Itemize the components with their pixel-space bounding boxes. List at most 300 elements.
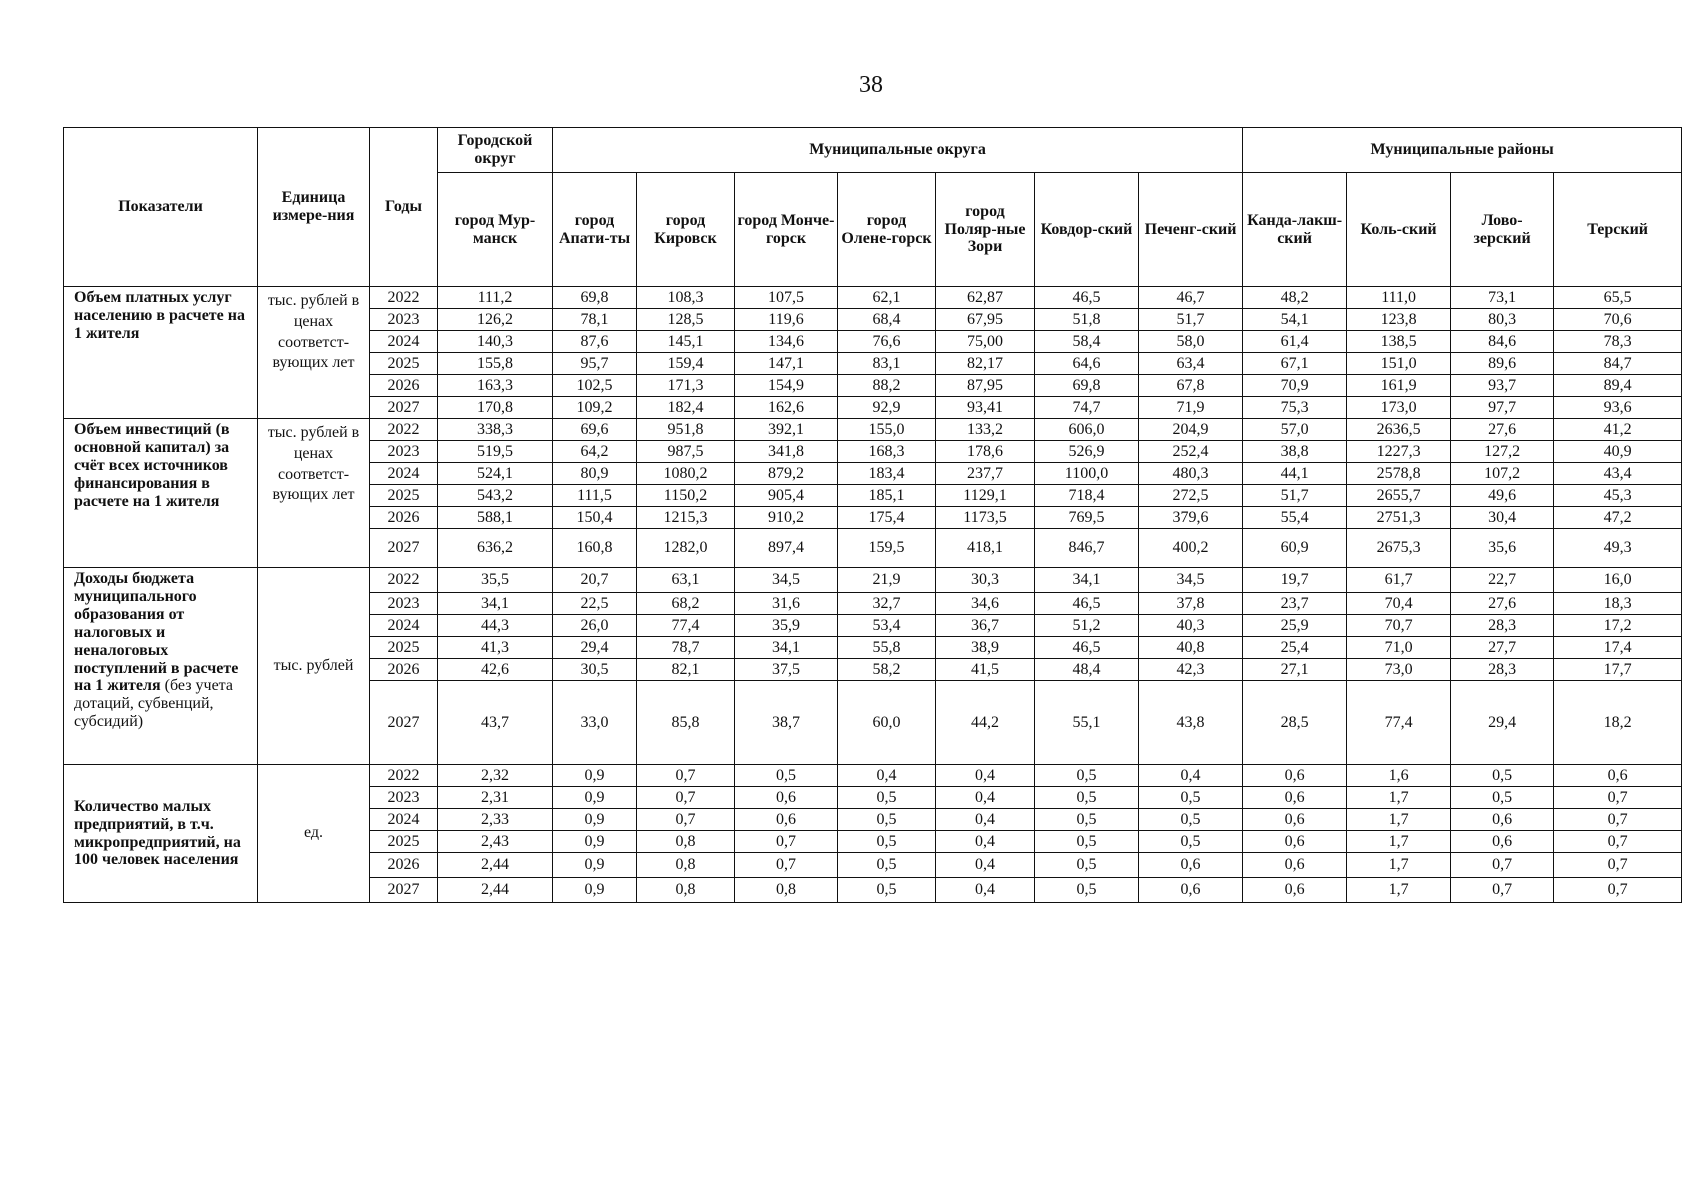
value-cell: 951,8	[637, 419, 735, 441]
value-cell: 74,7	[1035, 397, 1139, 419]
year-cell: 2027	[370, 878, 438, 903]
value-cell: 46,5	[1035, 593, 1139, 615]
year-cell: 2025	[370, 485, 438, 507]
value-cell: 1,7	[1347, 878, 1451, 903]
header-column: Лово-зерский	[1451, 173, 1554, 287]
value-cell: 82,17	[936, 353, 1035, 375]
value-cell: 0,5	[838, 878, 936, 903]
value-cell: 97,7	[1451, 397, 1554, 419]
indicator-label-main: Доходы бюджета муниципального образования от налоговых и неналоговых поступлений в расчете на 1 жителя	[74, 570, 239, 695]
value-cell: 55,4	[1243, 507, 1347, 529]
header-unit: Единица измере-ния	[258, 128, 370, 287]
value-cell: 155,8	[438, 353, 553, 375]
value-cell: 0,5	[1035, 809, 1139, 831]
value-cell: 76,6	[838, 331, 936, 353]
value-cell: 93,6	[1554, 397, 1682, 419]
value-cell: 63,1	[637, 568, 735, 593]
value-cell: 17,7	[1554, 659, 1682, 681]
value-cell: 0,7	[637, 809, 735, 831]
value-cell: 0,9	[553, 787, 637, 809]
value-cell: 60,0	[838, 681, 936, 765]
year-cell: 2022	[370, 568, 438, 593]
value-cell: 126,2	[438, 309, 553, 331]
value-cell: 77,4	[1347, 681, 1451, 765]
value-cell: 769,5	[1035, 507, 1139, 529]
value-cell: 17,4	[1554, 637, 1682, 659]
value-cell: 161,9	[1347, 375, 1451, 397]
value-cell: 27,1	[1243, 659, 1347, 681]
value-cell: 905,4	[735, 485, 838, 507]
value-cell: 28,5	[1243, 681, 1347, 765]
value-cell: 0,7	[1451, 853, 1554, 878]
value-cell: 0,7	[1554, 831, 1682, 853]
value-cell: 84,6	[1451, 331, 1554, 353]
value-cell: 718,4	[1035, 485, 1139, 507]
page-number: 38	[859, 72, 883, 98]
value-cell: 109,2	[553, 397, 637, 419]
value-cell: 21,9	[838, 568, 936, 593]
value-cell: 68,4	[838, 309, 936, 331]
header-group-municipal-districts: Муниципальные районы	[1243, 128, 1682, 173]
unit-label: тыс. рублей в ценах соответст-вующих лет	[258, 419, 370, 568]
indicator-label-note: (без учета дотаций, субвенций, субсидий)	[74, 677, 233, 731]
value-cell: 0,6	[1139, 853, 1243, 878]
value-cell: 34,1	[1035, 568, 1139, 593]
value-cell: 400,2	[1139, 529, 1243, 568]
header-column: город Мур-манск	[438, 173, 553, 287]
value-cell: 392,1	[735, 419, 838, 441]
value-cell: 18,2	[1554, 681, 1682, 765]
value-cell: 34,1	[438, 593, 553, 615]
value-cell: 0,5	[838, 831, 936, 853]
value-cell: 38,8	[1243, 441, 1347, 463]
value-cell: 0,4	[936, 853, 1035, 878]
value-cell: 159,4	[637, 353, 735, 375]
value-cell: 82,1	[637, 659, 735, 681]
value-cell: 0,6	[1243, 831, 1347, 853]
value-cell: 0,5	[838, 809, 936, 831]
value-cell: 0,7	[1554, 853, 1682, 878]
value-cell: 34,1	[735, 637, 838, 659]
value-cell: 154,9	[735, 375, 838, 397]
header-column: город Монче-горск	[735, 173, 838, 287]
year-cell: 2027	[370, 397, 438, 419]
value-cell: 1129,1	[936, 485, 1035, 507]
header-column: Ковдор-ский	[1035, 173, 1139, 287]
value-cell: 0,6	[1243, 853, 1347, 878]
value-cell: 30,4	[1451, 507, 1554, 529]
value-cell: 61,7	[1347, 568, 1451, 593]
value-cell: 119,6	[735, 309, 838, 331]
header-column: Коль-ский	[1347, 173, 1451, 287]
header-indicators: Показатели	[64, 128, 258, 287]
header-group-municipal-okrugs: Муниципальные округа	[553, 128, 1243, 173]
value-cell: 151,0	[1347, 353, 1451, 375]
value-cell: 2,33	[438, 809, 553, 831]
value-cell: 51,7	[1243, 485, 1347, 507]
value-cell: 0,5	[735, 765, 838, 787]
table-row	[64, 765, 1682, 787]
value-cell: 2,44	[438, 878, 553, 903]
value-cell: 51,2	[1035, 615, 1139, 637]
value-cell: 69,6	[553, 419, 637, 441]
value-cell: 0,6	[1451, 809, 1554, 831]
value-cell: 1,6	[1347, 765, 1451, 787]
value-cell: 0,6	[735, 787, 838, 809]
value-cell: 606,0	[1035, 419, 1139, 441]
value-cell: 0,5	[1451, 765, 1554, 787]
value-cell: 0,5	[1139, 831, 1243, 853]
value-cell: 0,5	[1035, 878, 1139, 903]
year-cell: 2027	[370, 529, 438, 568]
value-cell: 46,7	[1139, 287, 1243, 309]
value-cell: 26,0	[553, 615, 637, 637]
value-cell: 54,1	[1243, 309, 1347, 331]
value-cell: 0,5	[1451, 787, 1554, 809]
value-cell: 237,7	[936, 463, 1035, 485]
value-cell: 46,5	[1035, 637, 1139, 659]
value-cell: 55,8	[838, 637, 936, 659]
value-cell: 108,3	[637, 287, 735, 309]
value-cell: 80,3	[1451, 309, 1554, 331]
indicator-label: Количество малых предприятий, в т.ч. микропредприятий, на 100 человек населения	[64, 765, 258, 903]
value-cell: 1,7	[1347, 831, 1451, 853]
value-cell: 62,1	[838, 287, 936, 309]
value-cell: 20,7	[553, 568, 637, 593]
value-cell: 17,2	[1554, 615, 1682, 637]
value-cell: 28,3	[1451, 659, 1554, 681]
value-cell: 46,5	[1035, 287, 1139, 309]
header-column: город Поляр-ные Зори	[936, 173, 1035, 287]
value-cell: 170,8	[438, 397, 553, 419]
year-cell: 2024	[370, 331, 438, 353]
value-cell: 480,3	[1139, 463, 1243, 485]
value-cell: 185,1	[838, 485, 936, 507]
value-cell: 71,9	[1139, 397, 1243, 419]
value-cell: 40,8	[1139, 637, 1243, 659]
value-cell: 2636,5	[1347, 419, 1451, 441]
value-cell: 40,9	[1554, 441, 1682, 463]
value-cell: 70,6	[1554, 309, 1682, 331]
value-cell: 2578,8	[1347, 463, 1451, 485]
indicators-table-wrapper	[63, 127, 1681, 903]
value-cell: 2751,3	[1347, 507, 1451, 529]
value-cell: 2,44	[438, 853, 553, 878]
value-cell: 88,2	[838, 375, 936, 397]
indicator-label: Объем инвестиций (в основной капитал) за счёт всех источников финансирования в расчете на 1 жителя	[64, 419, 258, 568]
table-row	[64, 419, 1682, 441]
value-cell: 379,6	[1139, 507, 1243, 529]
value-cell: 73,0	[1347, 659, 1451, 681]
indicator-label: Объем платных услуг населению в расчете на 1 жителя	[64, 287, 258, 419]
value-cell: 0,8	[637, 878, 735, 903]
value-cell: 1100,0	[1035, 463, 1139, 485]
value-cell: 0,9	[553, 809, 637, 831]
indicators-table	[63, 127, 1682, 903]
value-cell: 910,2	[735, 507, 838, 529]
value-cell: 37,5	[735, 659, 838, 681]
year-cell: 2026	[370, 507, 438, 529]
value-cell: 1282,0	[637, 529, 735, 568]
value-cell: 107,5	[735, 287, 838, 309]
value-cell: 173,0	[1347, 397, 1451, 419]
value-cell: 0,4	[936, 809, 1035, 831]
value-cell: 138,5	[1347, 331, 1451, 353]
header-column: Терский	[1554, 173, 1682, 287]
value-cell: 0,6	[1243, 787, 1347, 809]
value-cell: 0,4	[1139, 765, 1243, 787]
value-cell: 0,9	[553, 878, 637, 903]
value-cell: 123,8	[1347, 309, 1451, 331]
value-cell: 75,3	[1243, 397, 1347, 419]
table-row	[64, 568, 1682, 593]
value-cell: 636,2	[438, 529, 553, 568]
value-cell: 44,3	[438, 615, 553, 637]
value-cell: 68,2	[637, 593, 735, 615]
value-cell: 133,2	[936, 419, 1035, 441]
value-cell: 34,5	[1139, 568, 1243, 593]
value-cell: 43,4	[1554, 463, 1682, 485]
header-column: город Кировск	[637, 173, 735, 287]
table-row	[64, 287, 1682, 309]
value-cell: 77,4	[637, 615, 735, 637]
value-cell: 0,7	[735, 831, 838, 853]
value-cell: 25,4	[1243, 637, 1347, 659]
value-cell: 150,4	[553, 507, 637, 529]
value-cell: 0,4	[936, 765, 1035, 787]
value-cell: 49,3	[1554, 529, 1682, 568]
header-column: город Апати-ты	[553, 173, 637, 287]
value-cell: 159,5	[838, 529, 936, 568]
value-cell: 0,8	[637, 831, 735, 853]
value-cell: 64,6	[1035, 353, 1139, 375]
value-cell: 49,6	[1451, 485, 1554, 507]
value-cell: 61,4	[1243, 331, 1347, 353]
value-cell: 41,3	[438, 637, 553, 659]
table-header	[64, 128, 1682, 287]
value-cell: 34,5	[735, 568, 838, 593]
value-cell: 87,6	[553, 331, 637, 353]
value-cell: 1150,2	[637, 485, 735, 507]
value-cell: 42,6	[438, 659, 553, 681]
value-cell: 111,5	[553, 485, 637, 507]
value-cell: 1,7	[1347, 809, 1451, 831]
value-cell: 42,3	[1139, 659, 1243, 681]
value-cell: 0,4	[838, 765, 936, 787]
value-cell: 1,7	[1347, 787, 1451, 809]
value-cell: 58,4	[1035, 331, 1139, 353]
value-cell: 0,7	[1554, 809, 1682, 831]
value-cell: 85,8	[637, 681, 735, 765]
value-cell: 0,7	[1451, 878, 1554, 903]
value-cell: 29,4	[1451, 681, 1554, 765]
value-cell: 87,95	[936, 375, 1035, 397]
value-cell: 40,3	[1139, 615, 1243, 637]
value-cell: 95,7	[553, 353, 637, 375]
value-cell: 29,4	[553, 637, 637, 659]
value-cell: 341,8	[735, 441, 838, 463]
indicator-label	[64, 568, 258, 765]
value-cell: 526,9	[1035, 441, 1139, 463]
value-cell: 0,9	[553, 765, 637, 787]
header-column: Канда-лакш-ский	[1243, 173, 1347, 287]
value-cell: 78,7	[637, 637, 735, 659]
year-cell: 2023	[370, 309, 438, 331]
value-cell: 70,9	[1243, 375, 1347, 397]
value-cell: 128,5	[637, 309, 735, 331]
value-cell: 0,5	[1035, 787, 1139, 809]
value-cell: 155,0	[838, 419, 936, 441]
value-cell: 22,7	[1451, 568, 1554, 593]
year-cell: 2025	[370, 831, 438, 853]
value-cell: 35,5	[438, 568, 553, 593]
value-cell: 38,7	[735, 681, 838, 765]
value-cell: 0,8	[735, 878, 838, 903]
year-cell: 2025	[370, 353, 438, 375]
value-cell: 0,6	[1451, 831, 1554, 853]
value-cell: 0,9	[553, 831, 637, 853]
value-cell: 93,7	[1451, 375, 1554, 397]
value-cell: 35,6	[1451, 529, 1554, 568]
value-cell: 162,6	[735, 397, 838, 419]
value-cell: 2,31	[438, 787, 553, 809]
value-cell: 338,3	[438, 419, 553, 441]
year-cell: 2023	[370, 787, 438, 809]
value-cell: 60,9	[1243, 529, 1347, 568]
header-column: Печенг-ский	[1139, 173, 1243, 287]
value-cell: 175,4	[838, 507, 936, 529]
value-cell: 0,6	[1139, 878, 1243, 903]
value-cell: 519,5	[438, 441, 553, 463]
value-cell: 0,5	[1035, 831, 1139, 853]
value-cell: 67,1	[1243, 353, 1347, 375]
value-cell: 182,4	[637, 397, 735, 419]
value-cell: 67,95	[936, 309, 1035, 331]
value-cell: 67,8	[1139, 375, 1243, 397]
value-cell: 18,3	[1554, 593, 1682, 615]
value-cell: 57,0	[1243, 419, 1347, 441]
value-cell: 0,7	[637, 765, 735, 787]
value-cell: 524,1	[438, 463, 553, 485]
value-cell: 41,2	[1554, 419, 1682, 441]
value-cell: 78,3	[1554, 331, 1682, 353]
value-cell: 846,7	[1035, 529, 1139, 568]
value-cell: 2675,3	[1347, 529, 1451, 568]
value-cell: 178,6	[936, 441, 1035, 463]
value-cell: 0,7	[1554, 787, 1682, 809]
value-cell: 0,5	[838, 787, 936, 809]
unit-label: тыс. рублей в ценах соответст-вующих лет	[258, 287, 370, 419]
value-cell: 588,1	[438, 507, 553, 529]
value-cell: 879,2	[735, 463, 838, 485]
value-cell: 70,4	[1347, 593, 1451, 615]
value-cell: 1173,5	[936, 507, 1035, 529]
value-cell: 147,1	[735, 353, 838, 375]
value-cell: 58,2	[838, 659, 936, 681]
value-cell: 45,3	[1554, 485, 1682, 507]
value-cell: 89,4	[1554, 375, 1682, 397]
value-cell: 168,3	[838, 441, 936, 463]
value-cell: 37,8	[1139, 593, 1243, 615]
value-cell: 92,9	[838, 397, 936, 419]
year-cell: 2026	[370, 853, 438, 878]
value-cell: 89,6	[1451, 353, 1554, 375]
value-cell: 93,41	[936, 397, 1035, 419]
value-cell: 0,8	[637, 853, 735, 878]
value-cell: 2,43	[438, 831, 553, 853]
value-cell: 897,4	[735, 529, 838, 568]
value-cell: 1215,3	[637, 507, 735, 529]
year-cell: 2025	[370, 637, 438, 659]
value-cell: 38,9	[936, 637, 1035, 659]
value-cell: 43,8	[1139, 681, 1243, 765]
value-cell: 43,7	[438, 681, 553, 765]
value-cell: 2,32	[438, 765, 553, 787]
value-cell: 171,3	[637, 375, 735, 397]
value-cell: 70,7	[1347, 615, 1451, 637]
value-cell: 44,2	[936, 681, 1035, 765]
value-cell: 48,2	[1243, 287, 1347, 309]
value-cell: 1080,2	[637, 463, 735, 485]
year-cell: 2024	[370, 463, 438, 485]
header-group-city-district: Городской округ	[438, 128, 553, 173]
table-body	[64, 287, 1682, 903]
value-cell: 83,1	[838, 353, 936, 375]
value-cell: 75,00	[936, 331, 1035, 353]
year-cell: 2022	[370, 287, 438, 309]
value-cell: 163,3	[438, 375, 553, 397]
value-cell: 71,0	[1347, 637, 1451, 659]
year-cell: 2026	[370, 375, 438, 397]
value-cell: 127,2	[1451, 441, 1554, 463]
value-cell: 16,0	[1554, 568, 1682, 593]
value-cell: 160,8	[553, 529, 637, 568]
year-cell: 2023	[370, 441, 438, 463]
value-cell: 204,9	[1139, 419, 1243, 441]
value-cell: 0,5	[1035, 765, 1139, 787]
value-cell: 0,5	[1139, 787, 1243, 809]
year-cell: 2024	[370, 809, 438, 831]
value-cell: 33,0	[553, 681, 637, 765]
value-cell: 44,1	[1243, 463, 1347, 485]
value-cell: 27,6	[1451, 419, 1554, 441]
value-cell: 543,2	[438, 485, 553, 507]
value-cell: 64,2	[553, 441, 637, 463]
value-cell: 51,7	[1139, 309, 1243, 331]
value-cell: 0,7	[1554, 878, 1682, 903]
value-cell: 58,0	[1139, 331, 1243, 353]
value-cell: 69,8	[553, 287, 637, 309]
value-cell: 0,7	[735, 853, 838, 878]
value-cell: 0,6	[1243, 878, 1347, 903]
value-cell: 0,4	[936, 787, 1035, 809]
value-cell: 0,5	[1139, 809, 1243, 831]
value-cell: 23,7	[1243, 593, 1347, 615]
header-years: Годы	[370, 128, 438, 287]
value-cell: 0,9	[553, 853, 637, 878]
value-cell: 69,8	[1035, 375, 1139, 397]
header-group-row	[64, 128, 1682, 173]
value-cell: 30,3	[936, 568, 1035, 593]
year-cell: 2024	[370, 615, 438, 637]
value-cell: 140,3	[438, 331, 553, 353]
value-cell: 0,4	[936, 831, 1035, 853]
value-cell: 34,6	[936, 593, 1035, 615]
year-cell: 2022	[370, 419, 438, 441]
value-cell: 102,5	[553, 375, 637, 397]
value-cell: 183,4	[838, 463, 936, 485]
value-cell: 78,1	[553, 309, 637, 331]
